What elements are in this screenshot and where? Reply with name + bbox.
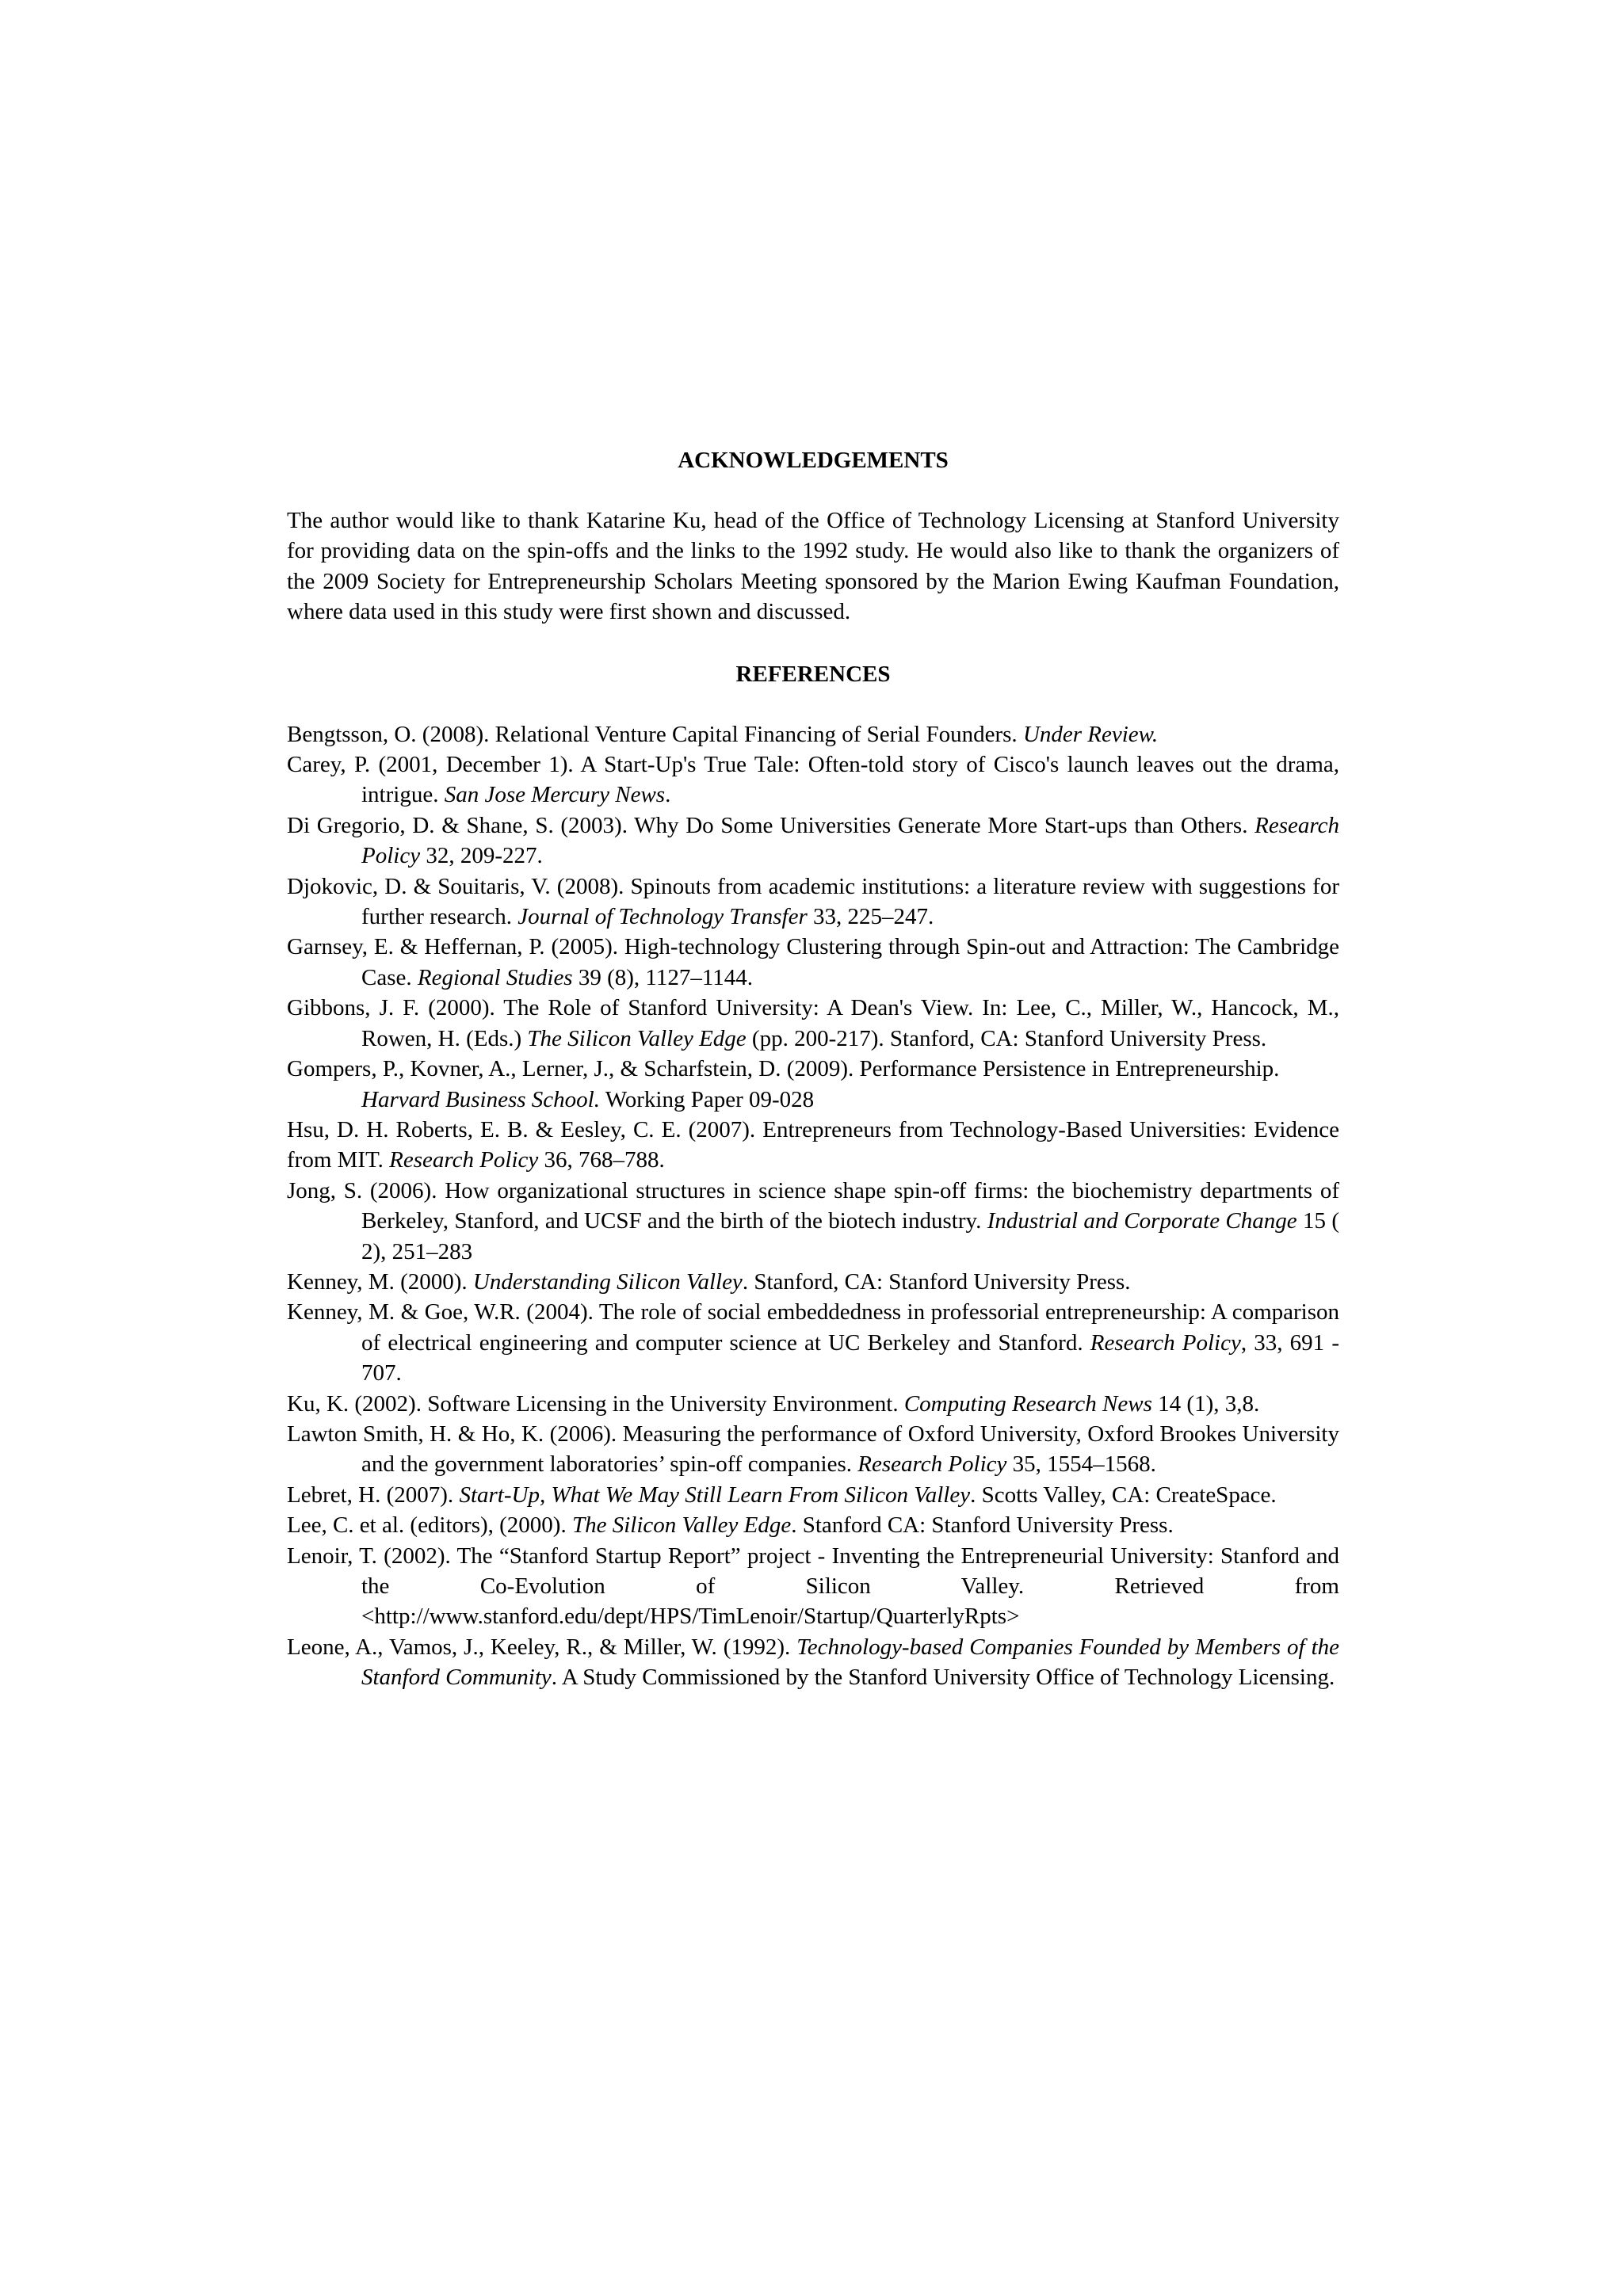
reference-source: Regional Studies	[417, 964, 573, 990]
reference-item	[287, 932, 1339, 993]
reference-text: Jong, S. (2006). How organizational structures in science shape spin-off firms: the biochemistry departments of Berkeley, Stanford, and UCSF and the birth of the biotech industry.	[287, 1177, 1339, 1234]
reference-details: .	[665, 782, 671, 808]
reference-item	[287, 1480, 1339, 1510]
reference-item	[287, 1297, 1339, 1388]
reference-item	[287, 1115, 1339, 1176]
reference-details: (pp. 200-217). Stanford, CA: Stanford University Press.	[746, 1025, 1267, 1051]
reference-source: Technology-based Companies Founded by Members of the Stanford Community	[361, 1634, 1340, 1691]
reference-text: Garnsey, E. & Heffernan, P. (2005). High-technology Clustering through Spin-out and Attraction: The Cambridge Case.	[287, 934, 1339, 990]
reference-details: 36, 768–788.	[538, 1147, 665, 1173]
reference-text: Ku, K. (2002). Software Licensing in the University Environment.	[287, 1390, 904, 1417]
reference-source: Under Review.	[1022, 721, 1159, 747]
reference-text: Kenney, M. (2000).	[287, 1268, 473, 1295]
reference-text: Lee, C. et al. (editors), (2000).	[287, 1512, 572, 1539]
reference-source: Research Policy	[361, 812, 1339, 869]
reference-text: Djokovic, D. & Souitaris, V. (2008). Spinouts from academic institutions: a literature review with suggestions for further research.	[287, 873, 1339, 930]
reference-details: . A Study Commissioned by the Stanford University Office of Technology Licensing.	[551, 1665, 1335, 1691]
reference-source: Computing Research News	[903, 1390, 1152, 1417]
reference-item	[287, 1054, 1339, 1115]
reference-source: Understanding Silicon Valley	[472, 1268, 743, 1295]
reference-item	[287, 1419, 1339, 1480]
reference-source: Harvard Business School.	[361, 1086, 600, 1112]
reference-details: 15 ( 2), 251–283	[361, 1208, 1339, 1264]
document-page	[287, 436, 1339, 1693]
reference-text: Bengtsson, O. (2008). Relational Venture Capital Financing of Serial Founders.	[287, 721, 1023, 747]
reference-details: 33, 225–247.	[807, 904, 934, 930]
reference-list	[287, 719, 1339, 1693]
reference-item	[287, 810, 1339, 871]
reference-text: Di Gregorio, D. & Shane, S. (2003). Why Do Some Universities Generate More Start-ups than Others.	[287, 812, 1255, 838]
reference-item	[287, 719, 1339, 749]
reference-item	[287, 1176, 1339, 1267]
reference-text: Hsu, D. H. Roberts, E. B. & Eesley, C. E. (2007). Entrepreneurs from Technology-Based Universities: Evidence from MIT.	[287, 1116, 1339, 1173]
reference-text: Kenney, M. & Goe, W.R. (2004). The role of social embeddedness in professorial entrepreneurship: A comparison of electrical engineering and computer science at UC Berkeley and Stanford.	[287, 1299, 1339, 1356]
reference-source: Research Policy	[1090, 1329, 1241, 1356]
reference-details: 14 (1), 3,8.	[1151, 1390, 1260, 1417]
reference-details: 39 (8), 1127–1144.	[572, 964, 754, 990]
reference-source: Research Policy	[857, 1451, 1007, 1478]
reference-details: . Stanford, CA: Stanford University Press.	[742, 1268, 1131, 1295]
reference-details: , 33, 691 - 707.	[361, 1329, 1339, 1386]
reference-item	[287, 749, 1339, 810]
reference-source: Research Policy	[389, 1147, 539, 1173]
reference-item	[287, 993, 1339, 1054]
reference-details: 35, 1554–1568.	[1006, 1451, 1156, 1478]
acknowledgements-body: The author would like to thank Katarine Ku, head of the Office of Technology Licensing at Stanford University for providing data on the spin-offs and the links to the 1992 study. He would also like to thank the organizers of the 2009 Society for Entrepreneurship Scholars Meeting sponsored by the Marion Ewing Kaufman Foundation, where data used in this study were first shown and discussed.	[287, 508, 1339, 625]
reference-details: 32, 209-227.	[420, 843, 543, 869]
reference-text: Carey, P. (2001, December 1). A Start-Up's True Tale: Often-told story of Cisco's launch leaves out the drama, intrigue.	[287, 752, 1339, 808]
reference-text: Gompers, P., Kovner, A., Lerner, J., & Scharfstein, D. (2009). Performance Persistence in Entrepreneurship.	[287, 1056, 1280, 1082]
acknowledgements-heading: ACKNOWLEDGEMENTS	[678, 448, 949, 473]
reference-details: Working Paper 09-028	[600, 1086, 815, 1112]
reference-item	[287, 871, 1339, 933]
reference-details: . Scotts Valley, CA: CreateSpace.	[970, 1482, 1277, 1508]
reference-text: Lenoir, T. (2002). The “Stanford Startup Report” project - Inventing the Entrepreneurial University: Stanford and the Co-Evolution of Silicon Valley. Retrieved from <http://www.stanford.edu/dept/HPS/TimLenoir/Startup/QuarterlyRpts>	[287, 1543, 1339, 1630]
reference-source: Start-Up, What We May Still Learn From Silicon Valley	[459, 1482, 971, 1508]
reference-text: Lebret, H. (2007).	[287, 1482, 460, 1508]
reference-text: Lawton Smith, H. & Ho, K. (2006). Measuring the performance of Oxford University, Oxford Brookes University and the government laboratories’ spin-off companies.	[287, 1421, 1339, 1478]
reference-source: San Jose Mercury News	[444, 782, 666, 808]
reference-source: The Silicon Valley Edge	[571, 1512, 792, 1539]
reference-item	[287, 1510, 1339, 1540]
reference-text: Gibbons, J. F. (2000). The Role of Stanford University: A Dean's View. In: Lee, C., Miller, W., Hancock, M., Rowen, H. (Eds.)	[287, 995, 1339, 1051]
references-heading: REFERENCES	[735, 661, 891, 687]
reference-details: . Stanford CA: Stanford University Press.	[791, 1512, 1174, 1539]
reference-source: Industrial and Corporate Change	[987, 1208, 1297, 1234]
reference-item	[287, 1632, 1339, 1693]
reference-text: Leone, A., Vamos, J., Keeley, R., & Miller, W. (1992).	[287, 1634, 797, 1660]
reference-source: The Silicon Valley Edge	[527, 1025, 747, 1051]
reference-source: Journal of Technology Transfer	[517, 904, 808, 930]
reference-item	[287, 1389, 1339, 1419]
reference-item	[287, 1267, 1339, 1297]
reference-item	[287, 1541, 1339, 1632]
